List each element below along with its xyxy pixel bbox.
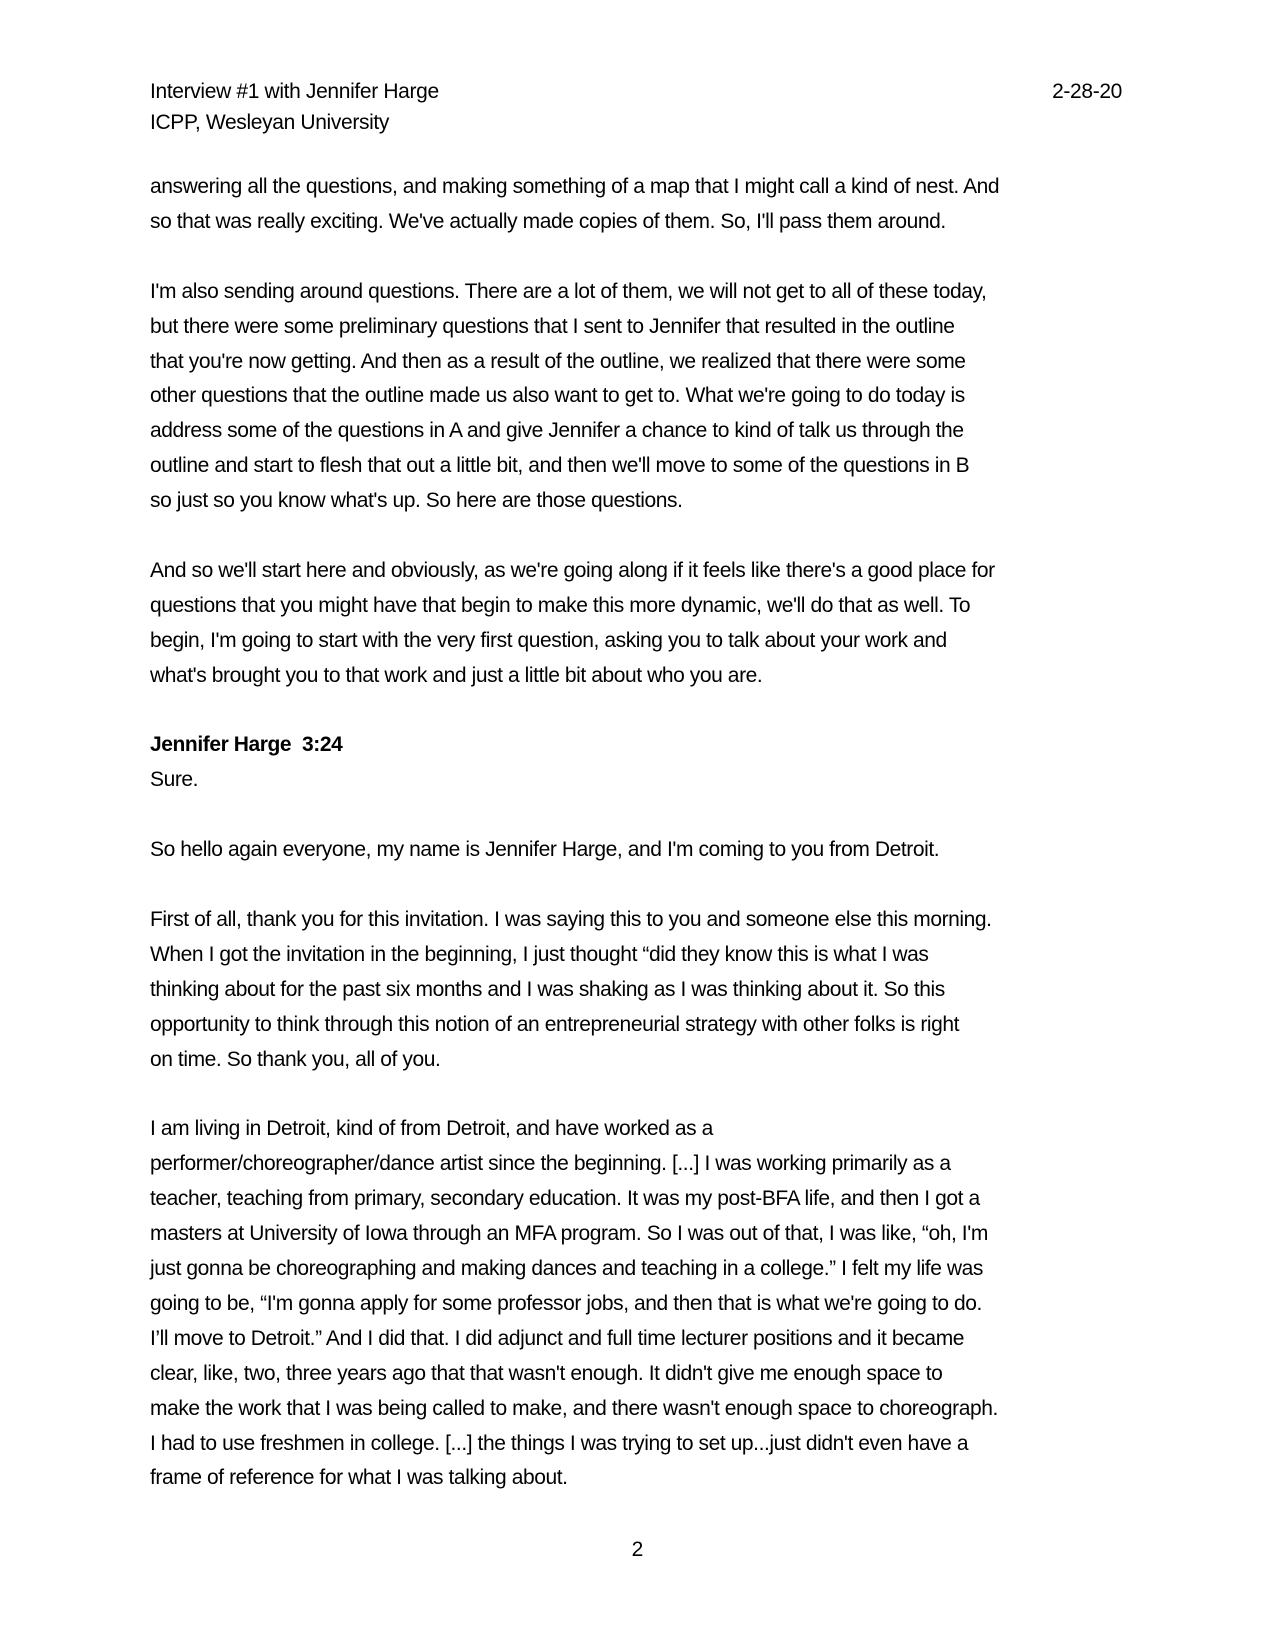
- text-line: opportunity to think through this notion of an entrepreneurial strategy with other folks is right: [150, 1012, 960, 1036]
- text-line: thinking about for the past six months and I was shaking as I was thinking about it. So this: [150, 977, 945, 1001]
- text-line: outline and start to flesh that out a little bit, and then we'll move to some of the questions in B: [150, 454, 970, 478]
- text-line: I'm also sending around questions. There are a lot of them, we will not get to all of these today,: [150, 279, 987, 303]
- interview-date: 2-28-20: [1052, 80, 1122, 103]
- text-line: so that was really exciting. We've actually made copies of them. So, I'll pass them around.: [150, 209, 946, 233]
- text-line: begin, I'm going to start with the very first question, asking you to talk about your work and: [150, 628, 947, 652]
- text-line: masters at University of Iowa through an MFA program. So I was out of that, I was like, “oh, I'm: [150, 1222, 988, 1246]
- paragraph: [150, 554, 1130, 694]
- interview-title: Interview #1 with Jennifer Harge: [150, 80, 439, 103]
- text-line: performer/choreographer/dance artist since the beginning. [...] I was working primarily as a: [150, 1152, 951, 1176]
- text-line: When I got the invitation in the beginning, I just thought “did they know this is what I was: [150, 942, 929, 966]
- text-line: clear, like, two, three years ago that that wasn't enough. It didn't give me enough space to: [150, 1361, 943, 1385]
- text-line: but there were some preliminary questions that I sent to Jennifer that resulted in the outline: [150, 314, 955, 338]
- text-line: make the work that I was being called to make, and there wasn't enough space to choreograph.: [150, 1396, 998, 1420]
- text-line: I had to use freshmen in college. [...] the things I was trying to set up...just didn't even have a: [150, 1431, 969, 1455]
- text-line: just gonna be choreographing and making dances and teaching in a college.” I felt my life was: [150, 1257, 983, 1280]
- paragraph: [150, 170, 1130, 240]
- text-line: answering all the questions, and making something of a map that I might call a kind of nest. And: [150, 175, 1000, 198]
- text-line: First of all, thank you for this invitation. I was saying this to you and someone else this morning.: [150, 907, 992, 931]
- text-line: what's brought you to that work and just a little bit about who you are.: [150, 663, 763, 687]
- paragraph: [150, 275, 1130, 519]
- speaker-timestamp: 3:24: [302, 733, 343, 757]
- interviewer-section: [150, 170, 1130, 694]
- paragraph: [150, 833, 1130, 868]
- text-line: on time. So thank you, all of you.: [150, 1047, 441, 1071]
- text-line: And so we'll start here and obviously, as we're going along if it feels like there's a good place for: [150, 558, 995, 582]
- speaker-label: [150, 728, 1130, 763]
- speaker-name: Jennifer Harge: [150, 733, 292, 757]
- text-line: address some of the questions in A and give Jennifer a chance to kind of talk us through the: [150, 419, 964, 443]
- institution: ICPP, Wesleyan University: [150, 111, 390, 134]
- text-line: So hello again everyone, my name is Jennifer Harge, and I'm coming to you from Detroit.: [150, 838, 940, 862]
- text-line: teacher, teaching from primary, secondary education. It was my post-BFA life, and then I got a: [150, 1187, 980, 1211]
- speaker-section: [150, 763, 1130, 1496]
- text-line: Sure.: [150, 768, 199, 792]
- text-line: I am living in Detroit, kind of from Detroit, and have worked as a: [150, 1117, 713, 1141]
- text-line: questions that you might have that begin to make this more dynamic, we'll do that as well. To: [150, 593, 971, 617]
- text-line: I’ll move to Detroit.” And I did that. I did adjunct and full time lecturer positions and it became: [150, 1326, 965, 1350]
- text-line: other questions that the outline made us also want to get to. What we're going to do today is: [150, 384, 965, 408]
- text-line: going to be, “I'm gonna apply for some professor jobs, and then that is what we're going to do.: [150, 1291, 982, 1315]
- paragraph: [150, 763, 1130, 798]
- paragraph: [150, 1112, 1130, 1496]
- transcript-body: [150, 170, 1130, 1531]
- page-number: 2: [631, 1538, 644, 1561]
- text-line: that you're now getting. And then as a result of the outline, we realized that there were some: [150, 349, 966, 373]
- paragraph: [150, 903, 1130, 1078]
- text-line: so just so you know what's up. So here are those questions.: [150, 489, 683, 513]
- text-line: frame of reference for what I was talking about.: [150, 1466, 568, 1490]
- page-header: [150, 76, 1122, 138]
